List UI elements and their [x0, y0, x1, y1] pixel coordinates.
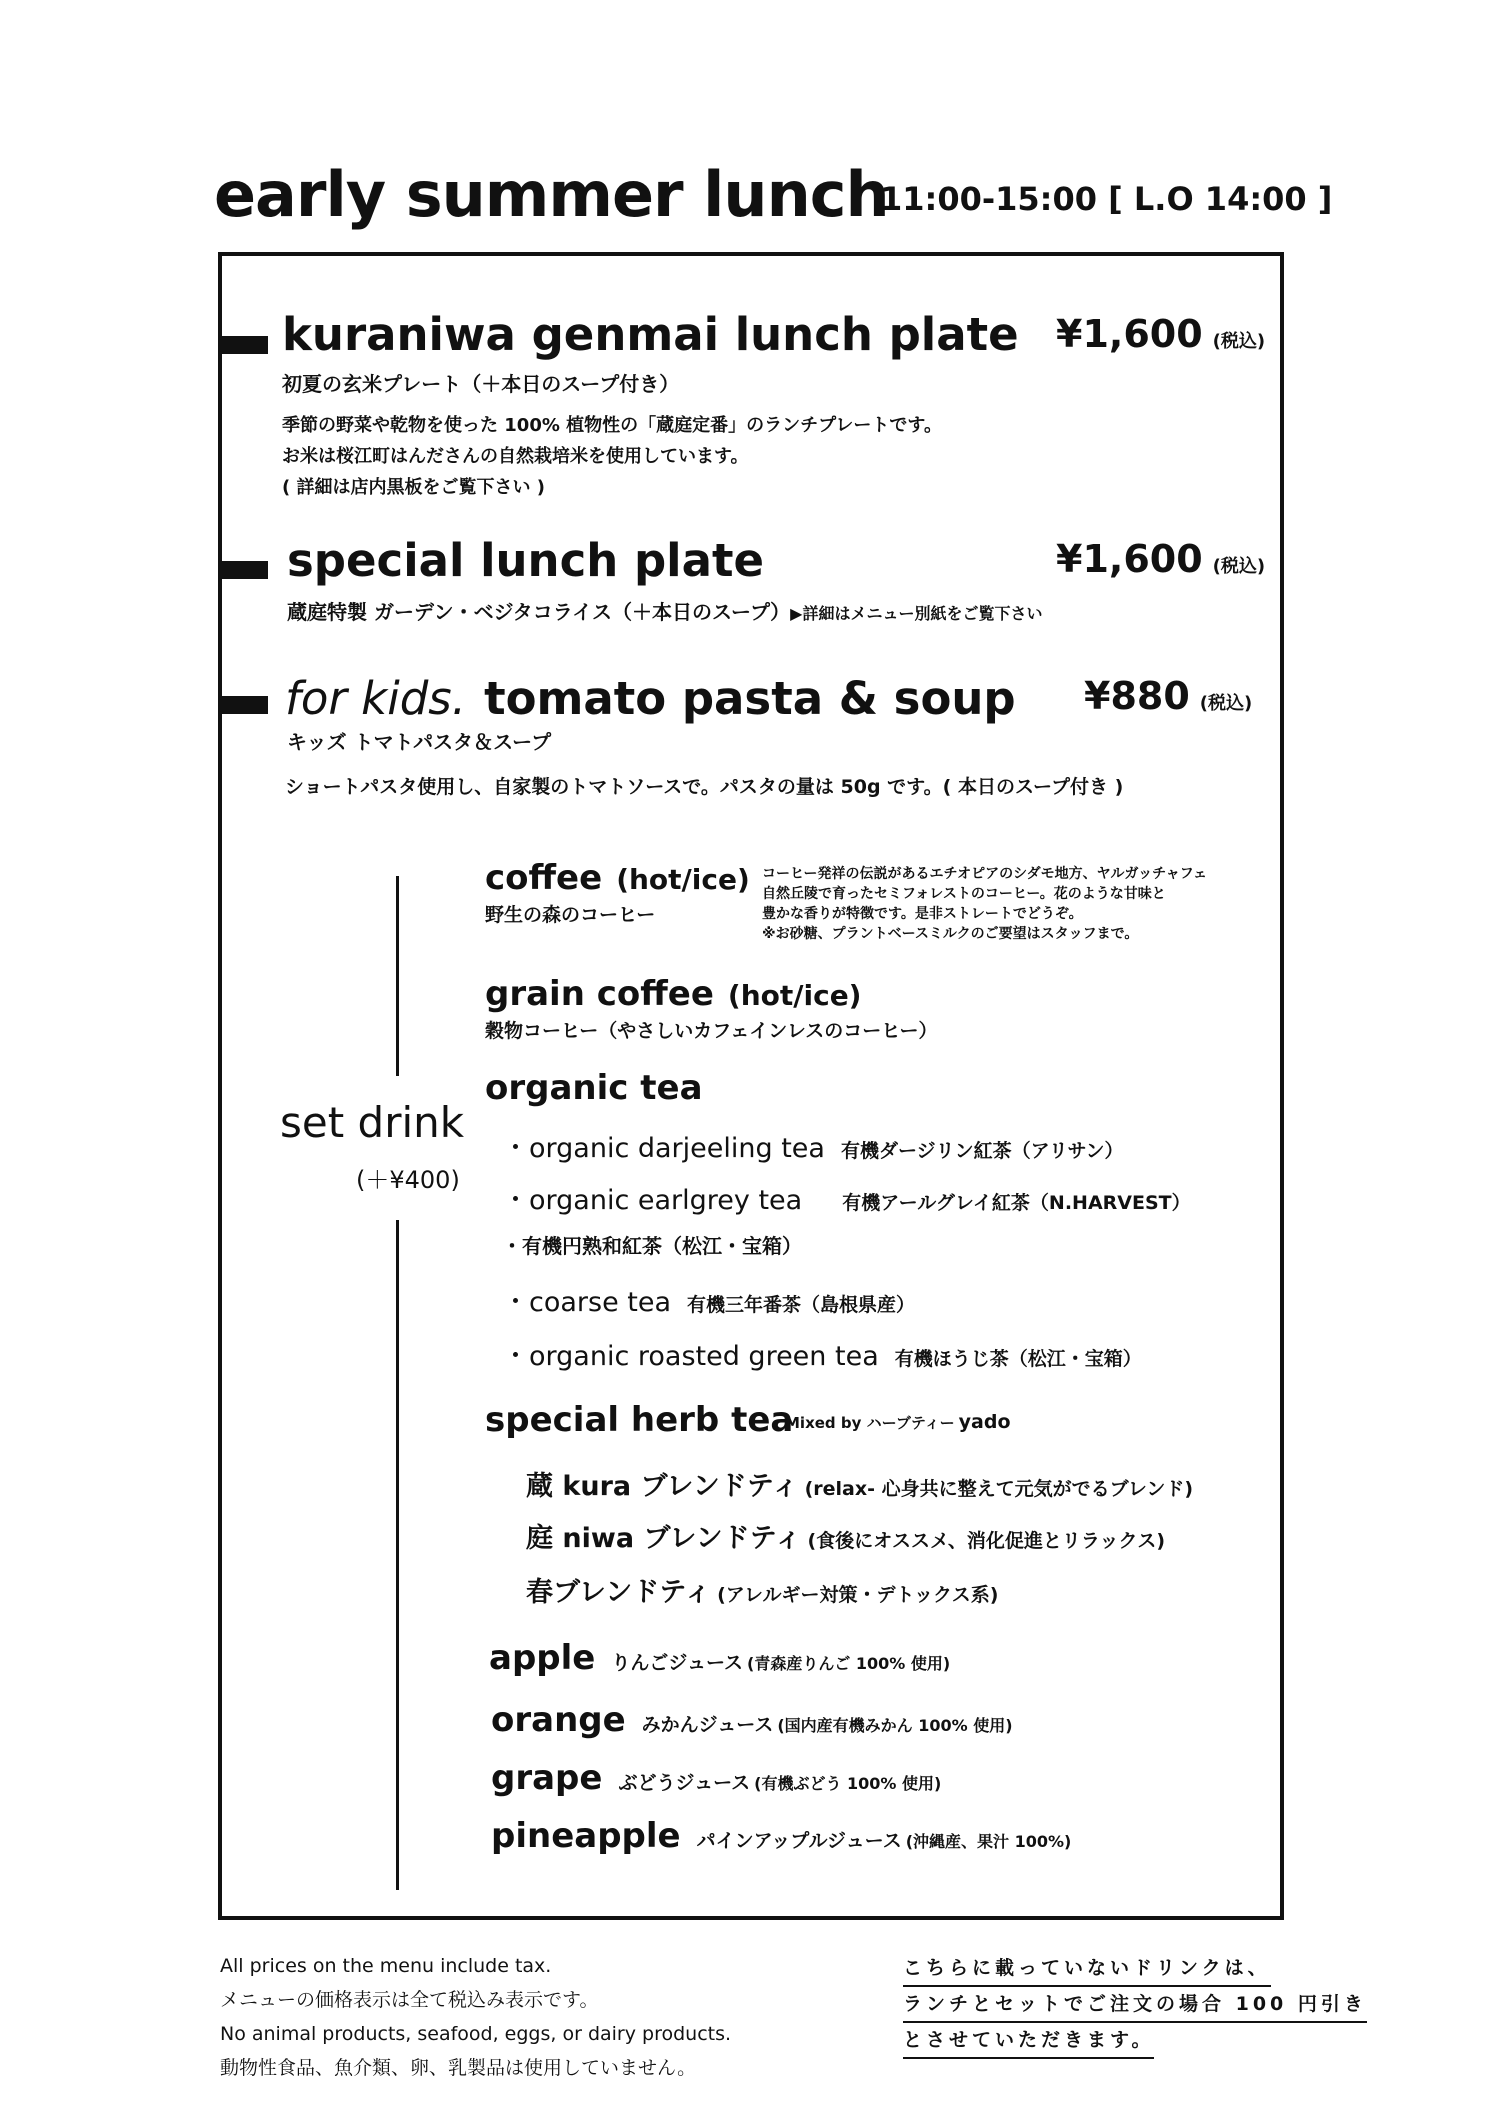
juice-item: grape ぶどうジュース (有機ぶどう 100% 使用): [491, 1758, 942, 1798]
tea-item: ・coarse tea 有機三年番茶（島根県産）: [502, 1287, 916, 1318]
divider-line: [396, 1220, 399, 1890]
page-title: early summer lunch: [214, 158, 889, 231]
coffee-title: coffee (hot/ice): [485, 858, 750, 898]
set-drink-label: set drink: [280, 1098, 465, 1147]
footer-notes: All prices on the menu include tax. メニューの価格表示は全て税込み表示です。 No animal products, seafood, eggs, or dairy products. 動物性食品、魚介類、卵、乳製品は使用していません。: [220, 1955, 732, 2079]
section-marker: [218, 561, 268, 579]
kids-menu-subtitle: キッズ トマトパスタ＆スープ: [287, 730, 552, 754]
genmai-plate-name: kuraniwa genmai lunch plate: [282, 308, 1019, 361]
section-marker: [218, 696, 268, 714]
kids-menu-price: ¥880 (税込): [1084, 674, 1253, 718]
herb-blend-item: 庭 niwa ブレンドティ (食後にオススメ、消化促進とリラックス): [526, 1523, 1165, 1554]
juice-item: pineapple パインアップルジュース (沖縄産、果汁 100%): [491, 1816, 1072, 1856]
tea-item: ・有機円熟和紅茶（松江・宝箱）: [502, 1234, 802, 1258]
genmai-plate-price: ¥1,600 (税込): [1056, 312, 1266, 356]
kids-menu-description: ショートパスタ使用し、自家製のトマトソースで。パスタの量は 50g です。( 本日のスープ付き ): [285, 776, 1124, 798]
coffee-subtitle: 野生の森のコーヒー: [485, 904, 656, 926]
genmai-plate-description: 季節の野菜や乾物を使った 100% 植物性の「蔵庭定番」のランチプレートです。 お米は桜江町はんださんの自然栽培米を使用しています。 ( 詳細は店内黒板をご覧下さい ): [282, 415, 942, 498]
coffee-note: コーヒー発祥の伝説があるエチオピアのシダモ地方、ヤルガッチャフェ 自然丘陵で育ったセミフォレストのコーヒー。花のような甘味と 豊かな香りが特徴です。是非ストレートでどうぞ。 ※お砂糖、プラントベースミルクのご要望はスタッフまで。: [762, 866, 1208, 942]
herb-blend-item: 春ブレンドティ (アレルギー対策・デトックス系): [526, 1577, 999, 1608]
grain-coffee-subtitle: 穀物コーヒー（やさしいカフェインレスのコーヒー）: [485, 1020, 938, 1042]
juice-item: orange みかんジュース (国内産有機みかん 100% 使用): [491, 1700, 1013, 1740]
business-hours: 11:00-15:00 [ L.O 14:00 ]: [880, 180, 1333, 218]
kids-menu-name: for kids. tomato pasta & soup: [285, 672, 1016, 725]
special-plate-name: special lunch plate: [287, 534, 764, 587]
section-marker: [218, 336, 268, 354]
herb-tea-title: special herb tea: [485, 1400, 794, 1440]
genmai-plate-subtitle: 初夏の玄米プレート（＋本日のスープ付き）: [282, 372, 680, 396]
special-plate-subtitle: 蔵庭特製 ガーデン・ベジタコライス（＋本日のスープ）▶詳細はメニュー別紙をご覧下さい: [287, 600, 1043, 624]
grain-coffee-title: grain coffee (hot/ice): [485, 974, 862, 1014]
tea-item: ・organic earlgrey tea 有機アールグレイ紅茶（N.HARVEST）: [502, 1185, 1191, 1216]
tea-item: ・organic darjeeling tea 有機ダージリン紅茶（アリサン）: [502, 1133, 1124, 1164]
special-plate-price: ¥1,600 (税込): [1056, 537, 1266, 581]
set-drink-price: (＋¥400): [356, 1166, 460, 1194]
herb-tea-maker: Mixed by ハーブティー yado: [785, 1411, 1011, 1433]
herb-blend-item: 蔵 kura ブレンドティ (relax- 心身共に整えて元気がでるブレンド): [526, 1471, 1194, 1502]
juice-item: apple りんごジュース (青森産りんご 100% 使用): [489, 1638, 951, 1678]
divider-line: [396, 876, 399, 1076]
tea-item: ・organic roasted green tea 有機ほうじ茶（松江・宝箱）: [502, 1341, 1142, 1372]
footer-drink-discount: こちらに載っていないドリンクは、 ランチとセットでご注文の場合 100 円引き とさせていただきます。: [903, 1951, 1367, 2059]
organic-tea-title: organic tea: [485, 1068, 703, 1108]
